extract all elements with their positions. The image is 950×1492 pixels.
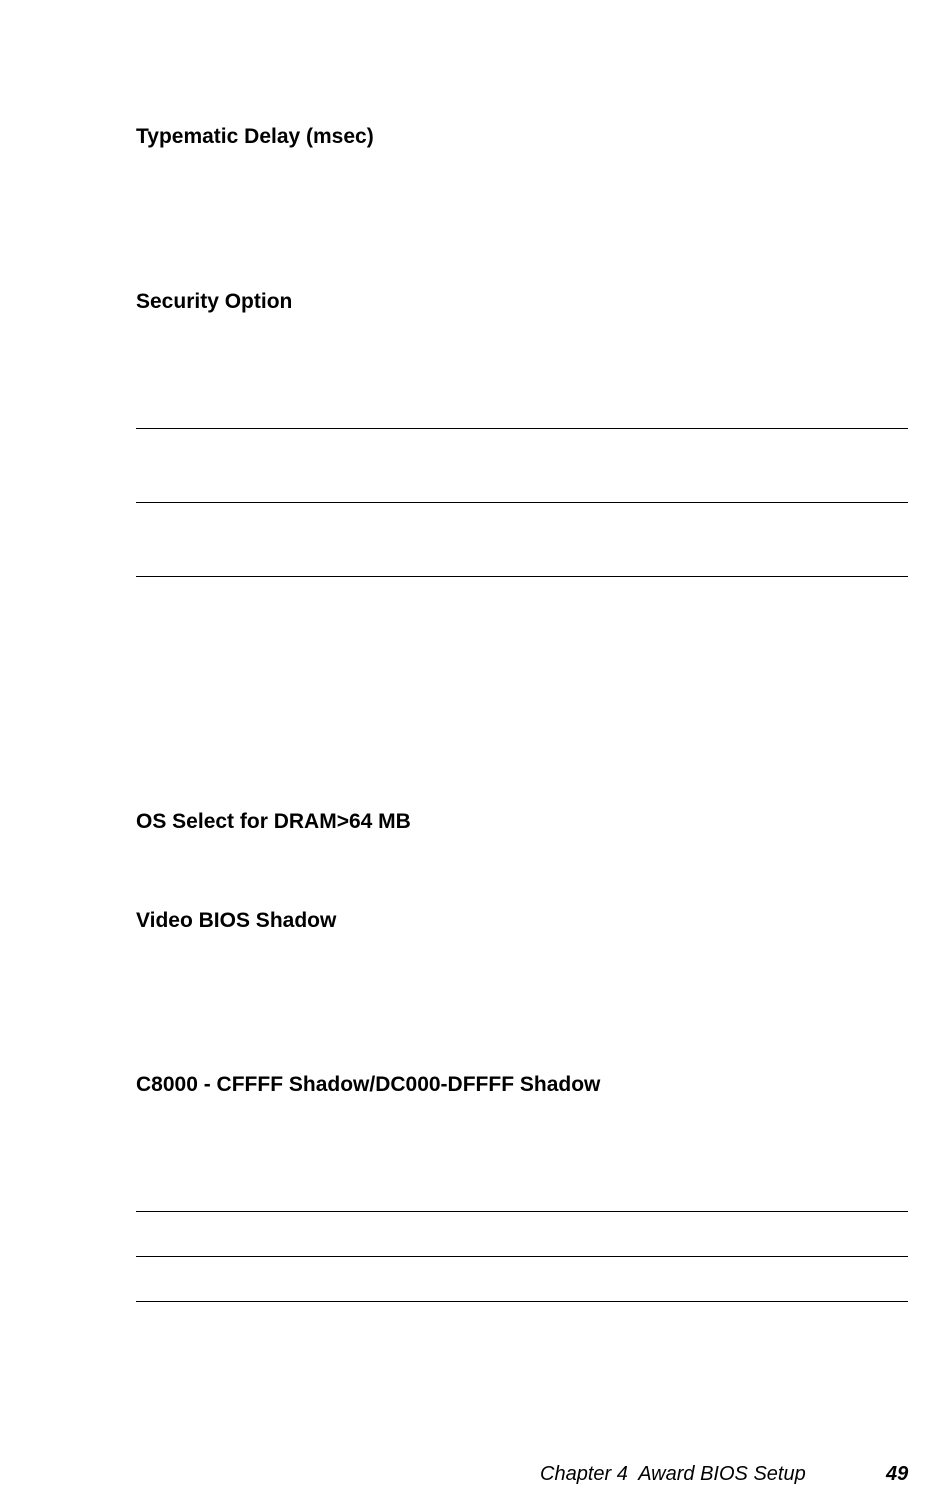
heading-typematic-delay: Typematic Delay (msec) xyxy=(136,125,374,148)
table-rule-2 xyxy=(136,502,908,503)
footer-chapter-title: Chapter 4 Award BIOS Setup xyxy=(540,1463,806,1485)
heading-c8000-shadow: C8000 - CFFFF Shadow/DC000-DFFFF Shadow xyxy=(136,1073,601,1096)
table-rule-1 xyxy=(136,428,908,429)
table-rule-3 xyxy=(136,576,908,577)
table-rule-6 xyxy=(136,1301,908,1302)
table-rule-5 xyxy=(136,1256,908,1257)
heading-security-option: Security Option xyxy=(136,290,293,313)
table-rule-4 xyxy=(136,1211,908,1212)
heading-os-select: OS Select for DRAM>64 MB xyxy=(136,810,411,833)
heading-video-bios-shadow: Video BIOS Shadow xyxy=(136,909,337,932)
page-number: 49 xyxy=(886,1463,909,1485)
